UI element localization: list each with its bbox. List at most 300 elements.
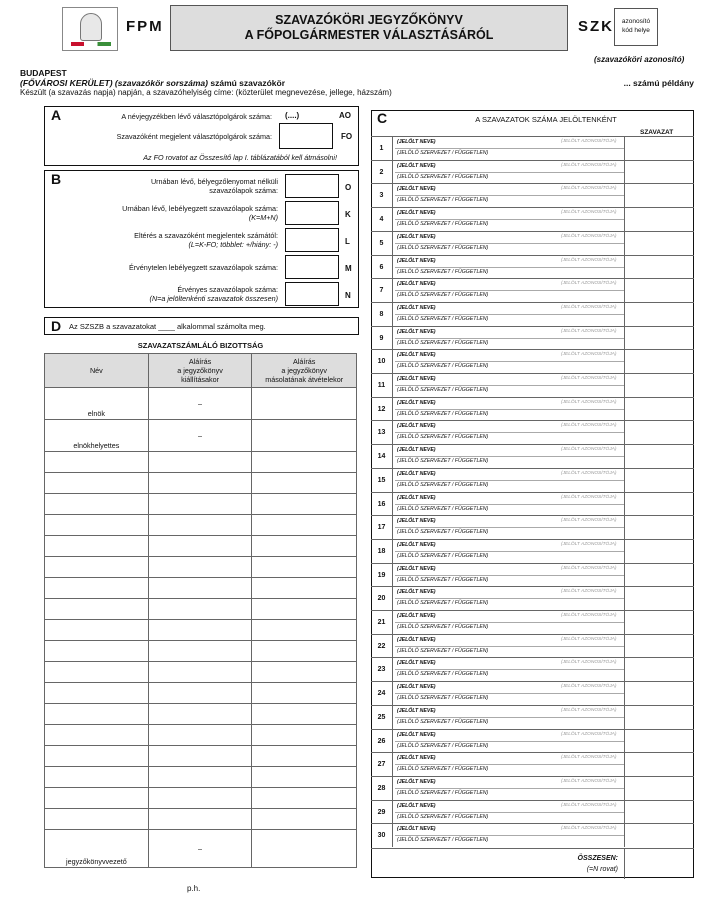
col-name-header: Név bbox=[45, 354, 149, 388]
precinct-suffix: számú szavazókör bbox=[210, 78, 286, 88]
committee-row bbox=[45, 557, 357, 578]
b-row-o-field[interactable] bbox=[285, 174, 339, 198]
signature-cell[interactable] bbox=[148, 767, 252, 788]
candidate-row bbox=[371, 729, 694, 753]
count-rounds-text: Az SZSZB a szavazatokat ____ alkalommal számolta meg. bbox=[69, 322, 266, 331]
nominating-org-label: (JELÖLŐ SZERVEZET / FÜGGETLEN) bbox=[397, 766, 489, 773]
row-divider bbox=[395, 788, 625, 789]
b-row-k-field[interactable] bbox=[285, 201, 339, 225]
code-ao: AO bbox=[339, 111, 351, 120]
candidate-name-label: (JELÖLT NEVE) bbox=[397, 826, 436, 833]
candidate-id-label: (JELÖLT AZONOSÍTÓJA) bbox=[561, 186, 617, 192]
b-row-o-label bbox=[58, 177, 278, 195]
candidate-id-label: (JELÖLT AZONOSÍTÓJA) bbox=[561, 684, 617, 690]
candidate-row bbox=[371, 752, 694, 776]
seal-placeholder: p.h. bbox=[187, 884, 201, 893]
candidate-id-label: (JELÖLT AZONOSÍTÓJA) bbox=[561, 470, 617, 476]
col-sig2-header: Aláírás a jegyzőkönyv másolatának átvételekor bbox=[252, 354, 357, 388]
nominating-org-label: (JELÖLŐ SZERVEZET / FÜGGETLEN) bbox=[397, 458, 489, 465]
nominating-org-label: (JELÖLŐ SZERVEZET / FÜGGETLEN) bbox=[397, 695, 489, 702]
section-d-letter: D bbox=[51, 318, 62, 334]
copy-signature-cell[interactable] bbox=[252, 662, 357, 683]
b-row-k-line2: (K=M+N) bbox=[248, 213, 278, 222]
candidate-id-label: (JELÖLT AZONOSÍTÓJA) bbox=[561, 541, 617, 547]
candidate-number: 15 bbox=[371, 469, 393, 492]
signature-cell[interactable]: – bbox=[148, 830, 252, 868]
votes-cell[interactable] bbox=[624, 445, 694, 468]
votes-cell[interactable] bbox=[624, 587, 694, 610]
document-title bbox=[170, 5, 568, 51]
signature-cell[interactable] bbox=[148, 515, 252, 536]
candidate-row bbox=[371, 231, 694, 255]
committee-name-cell[interactable] bbox=[45, 809, 149, 830]
candidate-name-label: (JELÖLT NEVE) bbox=[397, 281, 436, 288]
copy-signature-cell[interactable] bbox=[252, 452, 357, 473]
candidate-id-label: (JELÖLT AZONOSÍTÓJA) bbox=[561, 518, 617, 524]
candidate-row bbox=[371, 610, 694, 634]
committee-row bbox=[45, 788, 357, 809]
candidate-row bbox=[371, 800, 694, 824]
committee-name-cell[interactable]: jegyzőkönyvvezető bbox=[45, 830, 149, 868]
shield-icon bbox=[80, 13, 102, 41]
candidate-id-label: (JELÖLT AZONOSÍTÓJA) bbox=[561, 233, 617, 239]
candidate-name-label: (JELÖLT NEVE) bbox=[397, 755, 436, 762]
candidate-name-label: (JELÖLT NEVE) bbox=[397, 376, 436, 382]
signature-cell[interactable] bbox=[148, 620, 252, 641]
nominating-org-label: (JELÖLŐ SZERVEZET / FÜGGETLEN) bbox=[397, 292, 489, 299]
candidate-number: 7 bbox=[371, 279, 393, 302]
id-code-caption: (szavazóköri azonosító) bbox=[594, 55, 685, 64]
signature-cell[interactable] bbox=[148, 599, 252, 620]
signature-cell[interactable] bbox=[148, 536, 252, 557]
votes-cell[interactable] bbox=[624, 350, 694, 373]
votes-cell[interactable] bbox=[624, 279, 694, 302]
candidate-number: 8 bbox=[371, 303, 393, 326]
candidate-name-label: (JELÖLT NEVE) bbox=[397, 613, 436, 619]
flag-ribbon-icon bbox=[71, 42, 111, 46]
nominating-org-label: (JELÖLŐ SZERVEZET / FÜGGETLEN) bbox=[397, 742, 489, 749]
nominating-org-label: (JELÖLŐ SZERVEZET / FÜGGETLEN) bbox=[397, 789, 489, 796]
b-row-k-label bbox=[58, 204, 278, 222]
candidate-name-label: (JELÖLT NEVE) bbox=[397, 565, 436, 572]
candidate-name-label: (JELÖLT NEVE) bbox=[397, 470, 436, 477]
signature-cell[interactable] bbox=[148, 683, 252, 704]
committee-table bbox=[44, 353, 357, 868]
row-divider bbox=[395, 338, 625, 339]
copy-signature-cell[interactable] bbox=[252, 473, 357, 494]
candidate-id-label: (JELÖLT AZONOSÍTÓJA) bbox=[561, 755, 617, 761]
candidate-row bbox=[371, 160, 694, 184]
copy-signature-cell[interactable] bbox=[252, 420, 357, 452]
candidate-number: 22 bbox=[371, 635, 393, 658]
copy-signature-cell[interactable] bbox=[252, 578, 357, 599]
made-on-line: Készült (a szavazás napja) napján, a szavazóhelyiség címe: (közterület megnevezése, jellege, házszám) bbox=[20, 88, 392, 97]
b-row-l-line1: Eltérés a szavazóként megjelentek számától: bbox=[134, 231, 278, 240]
candidate-row bbox=[371, 207, 694, 231]
candidate-row bbox=[371, 349, 694, 373]
nominating-org-label: (JELÖLŐ SZERVEZET / FÜGGETLEN) bbox=[397, 173, 489, 180]
committee-name-cell[interactable]: elnökhelyettes bbox=[45, 420, 149, 452]
b-row-l-field[interactable] bbox=[285, 228, 339, 252]
candidate-number: 13 bbox=[371, 421, 393, 444]
candidate-number: 14 bbox=[371, 445, 393, 468]
candidate-id-label: (JELÖLT AZONOSÍTÓJA) bbox=[561, 162, 617, 168]
committee-name-cell[interactable] bbox=[45, 746, 149, 767]
candidate-row bbox=[371, 776, 694, 800]
copy-number-label: ... számú példány bbox=[623, 78, 694, 88]
committee-name-cell[interactable] bbox=[45, 452, 149, 473]
row-divider bbox=[395, 551, 625, 552]
candidate-id-label: (JELÖLT AZONOSÍTÓJA) bbox=[561, 352, 617, 358]
votes-cell[interactable] bbox=[624, 374, 694, 397]
candidate-row bbox=[371, 539, 694, 563]
row-divider bbox=[395, 385, 625, 386]
row-divider bbox=[395, 646, 625, 647]
row-divider bbox=[395, 172, 625, 173]
copy-signature-cell[interactable] bbox=[252, 767, 357, 788]
copy-signature-cell[interactable] bbox=[252, 788, 357, 809]
nominating-org-label: (JELÖLŐ SZERVEZET / FÜGGETLEN) bbox=[397, 315, 489, 322]
committee-name-cell[interactable] bbox=[45, 515, 149, 536]
candidate-number: 16 bbox=[371, 493, 393, 516]
city-label: BUDAPEST bbox=[20, 68, 67, 78]
b-row-n-line1: Érvényes szavazólapok száma: bbox=[177, 285, 278, 294]
candidate-name-label: (JELÖLT NEVE) bbox=[397, 304, 436, 311]
committee-row bbox=[45, 704, 357, 725]
votes-cell[interactable] bbox=[624, 398, 694, 421]
candidate-name-label: (JELÖLT NEVE) bbox=[397, 541, 436, 548]
committee-name-cell[interactable] bbox=[45, 557, 149, 578]
form-code-fpm: FPM bbox=[126, 18, 164, 35]
candidate-id-label: (JELÖLT AZONOSÍTÓJA) bbox=[561, 304, 617, 310]
votes-cell[interactable] bbox=[624, 421, 694, 444]
candidate-name-label: (JELÖLT NEVE) bbox=[397, 707, 436, 714]
candidate-row bbox=[371, 326, 694, 350]
committee-name-cell[interactable] bbox=[45, 494, 149, 515]
code-m: M bbox=[345, 264, 352, 273]
candidate-name-label: (JELÖLT NEVE) bbox=[397, 778, 436, 785]
copy-signature-cell[interactable] bbox=[252, 746, 357, 767]
candidate-number: 1 bbox=[371, 137, 393, 160]
signature-cell[interactable] bbox=[148, 662, 252, 683]
row-divider bbox=[395, 717, 625, 718]
votes-cell[interactable] bbox=[624, 801, 694, 824]
votes-cell[interactable] bbox=[624, 753, 694, 776]
votes-cell[interactable] bbox=[624, 303, 694, 326]
candidate-name-label: (JELÖLT NEVE) bbox=[397, 257, 436, 264]
row-divider bbox=[395, 812, 625, 813]
votes-cell[interactable] bbox=[624, 706, 694, 729]
candidate-number: 4 bbox=[371, 208, 393, 231]
candidate-number: 21 bbox=[371, 611, 393, 634]
appeared-voters-field[interactable] bbox=[279, 123, 333, 149]
committee-name-cell[interactable]: elnök bbox=[45, 388, 149, 420]
b-row-n-field[interactable] bbox=[285, 282, 339, 306]
votes-cell[interactable] bbox=[624, 516, 694, 539]
candidate-id-label: (JELÖLT AZONOSÍTÓJA) bbox=[561, 328, 617, 334]
row-divider bbox=[395, 575, 625, 576]
candidate-number: 23 bbox=[371, 658, 393, 681]
b-row-n-label bbox=[58, 285, 278, 303]
row-divider bbox=[395, 693, 625, 694]
votes-cell[interactable] bbox=[624, 469, 694, 492]
signature-cell[interactable] bbox=[148, 473, 252, 494]
committee-header-row bbox=[45, 354, 357, 388]
committee-name-cell[interactable] bbox=[45, 725, 149, 746]
committee-row bbox=[45, 536, 357, 557]
candidate-id-label: (JELÖLT AZONOSÍTÓJA) bbox=[561, 778, 617, 784]
section-a-letter: A bbox=[51, 107, 62, 123]
candidate-number: 6 bbox=[371, 256, 393, 279]
total-row bbox=[371, 848, 694, 878]
candidate-number: 10 bbox=[371, 350, 393, 373]
candidate-row bbox=[371, 705, 694, 729]
committee-name-cell[interactable] bbox=[45, 662, 149, 683]
copy-signature-cell[interactable] bbox=[252, 494, 357, 515]
signature-cell[interactable] bbox=[148, 494, 252, 515]
nominating-org-label: (JELÖLŐ SZERVEZET / FÜGGETLEN) bbox=[397, 600, 489, 607]
votes-cell[interactable] bbox=[624, 730, 694, 753]
copy-signature-cell[interactable] bbox=[252, 830, 357, 868]
nominating-org-label: (JELÖLŐ SZERVEZET / FÜGGETLEN) bbox=[397, 837, 489, 844]
signature-cell[interactable] bbox=[148, 788, 252, 809]
committee-row bbox=[45, 494, 357, 515]
b-row-o-line2: szavazólapok száma: bbox=[209, 186, 278, 195]
votes-cell[interactable] bbox=[624, 635, 694, 658]
committee-row bbox=[45, 662, 357, 683]
candidate-id-label: (JELÖLT AZONOSÍTÓJA) bbox=[561, 376, 617, 381]
signature-cell[interactable] bbox=[148, 725, 252, 746]
code-n: N bbox=[345, 291, 351, 300]
candidate-name-label: (JELÖLT NEVE) bbox=[397, 233, 436, 240]
signature-cell[interactable] bbox=[148, 452, 252, 473]
committee-name-cell[interactable] bbox=[45, 788, 149, 809]
copy-signature-cell[interactable] bbox=[252, 557, 357, 578]
candidate-row bbox=[371, 183, 694, 207]
b-row-k-line1: Urnában lévő, lebélyegzett szavazólapok száma: bbox=[122, 204, 278, 213]
district-label: (FŐVÁROSI KERÜLET) bbox=[20, 78, 113, 88]
row-divider bbox=[395, 267, 625, 268]
votes-cell[interactable] bbox=[624, 232, 694, 255]
candidate-id-label: (JELÖLT AZONOSÍTÓJA) bbox=[561, 210, 617, 216]
votes-cell[interactable] bbox=[624, 208, 694, 231]
votes-cell[interactable] bbox=[624, 777, 694, 800]
nominating-org-label: (JELÖLŐ SZERVEZET / FÜGGETLEN) bbox=[397, 718, 489, 725]
committee-name-cell[interactable] bbox=[45, 536, 149, 557]
candidate-id-label: (JELÖLT AZONOSÍTÓJA) bbox=[561, 613, 617, 618]
candidate-name-label: (JELÖLT NEVE) bbox=[397, 423, 436, 430]
signature-cell[interactable] bbox=[148, 809, 252, 830]
committee-name-cell[interactable] bbox=[45, 683, 149, 704]
votes-cell[interactable] bbox=[624, 161, 694, 184]
signature-cell[interactable] bbox=[148, 641, 252, 662]
copy-signature-cell[interactable] bbox=[252, 620, 357, 641]
section-a bbox=[44, 106, 359, 166]
votes-column-header: SZAVAZAT bbox=[640, 129, 674, 136]
candidate-id-label: (JELÖLT AZONOSÍTÓJA) bbox=[561, 494, 617, 500]
row-divider bbox=[395, 314, 625, 315]
id-code-label-1: azonosító bbox=[621, 18, 651, 25]
copy-signature-cell[interactable] bbox=[252, 809, 357, 830]
candidate-name-label: (JELÖLT NEVE) bbox=[397, 589, 436, 596]
fo-note: Az FO rovatot az Összesítő lap I. táblázatából kell átmásolni! bbox=[143, 153, 337, 162]
section-d bbox=[44, 317, 359, 335]
committee-name-cell[interactable] bbox=[45, 473, 149, 494]
signature-cell[interactable] bbox=[148, 578, 252, 599]
total-divider bbox=[624, 849, 625, 879]
candidate-name-label: (JELÖLT NEVE) bbox=[397, 162, 436, 169]
votes-cell[interactable] bbox=[624, 682, 694, 705]
copy-signature-cell[interactable] bbox=[252, 725, 357, 746]
nominating-org-label: (JELÖLŐ SZERVEZET / FÜGGETLEN) bbox=[397, 268, 489, 275]
title-line-1: SZAVAZÓKÖRI JEGYZŐKÖNYV bbox=[275, 13, 463, 27]
row-divider bbox=[395, 409, 625, 410]
nominating-org-label: (JELÖLŐ SZERVEZET / FÜGGETLEN) bbox=[397, 813, 489, 820]
candidate-name-label: (JELÖLT NEVE) bbox=[397, 447, 436, 454]
votes-cell[interactable] bbox=[624, 658, 694, 681]
copy-signature-cell[interactable] bbox=[252, 536, 357, 557]
total-label: ÖSSZESEN: bbox=[577, 855, 618, 862]
section-b bbox=[44, 170, 359, 308]
committee-name-cell[interactable] bbox=[45, 641, 149, 662]
b-row-l-label bbox=[58, 231, 278, 249]
row-divider bbox=[395, 480, 625, 481]
copy-signature-cell[interactable] bbox=[252, 599, 357, 620]
section-c-title: A SZAVAZATOK SZÁMA JELÖLTENKÉNT bbox=[475, 115, 617, 124]
b-row-m-field[interactable] bbox=[285, 255, 339, 279]
nominating-org-label: (JELÖLŐ SZERVEZET / FÜGGETLEN) bbox=[397, 552, 489, 559]
candidate-name-label: (JELÖLT NEVE) bbox=[397, 660, 436, 667]
coat-of-arms-logo bbox=[62, 7, 118, 51]
nominating-org-label: (JELÖLŐ SZERVEZET / FÜGGETLEN) bbox=[397, 410, 489, 417]
committee-row bbox=[45, 683, 357, 704]
committee-title: SZAVAZATSZÁMLÁLÓ BIZOTTSÁG bbox=[137, 341, 264, 350]
candidate-id-label: (JELÖLT AZONOSÍTÓJA) bbox=[561, 589, 617, 595]
col-sig1-header: Aláírás a jegyzőkönyv kiállításakor bbox=[148, 354, 252, 388]
district-line bbox=[20, 78, 285, 88]
candidate-id-label: (JELÖLT AZONOSÍTÓJA) bbox=[561, 399, 617, 405]
candidate-row bbox=[371, 373, 694, 397]
votes-cell[interactable] bbox=[624, 256, 694, 279]
nominating-org-label: (JELÖLŐ SZERVEZET / FÜGGETLEN) bbox=[397, 387, 489, 393]
candidate-row bbox=[371, 278, 694, 302]
signature-cell[interactable] bbox=[148, 704, 252, 725]
row-divider bbox=[395, 148, 625, 149]
signature-cell[interactable]: – bbox=[148, 388, 252, 420]
candidate-number: 18 bbox=[371, 540, 393, 563]
candidate-row bbox=[371, 681, 694, 705]
candidate-row bbox=[371, 255, 694, 279]
votes-cell[interactable] bbox=[624, 327, 694, 350]
candidate-number: 28 bbox=[371, 777, 393, 800]
candidate-id-label: (JELÖLT AZONOSÍTÓJA) bbox=[561, 660, 617, 666]
candidate-number: 9 bbox=[371, 327, 393, 350]
candidate-id-label: (JELÖLT AZONOSÍTÓJA) bbox=[561, 707, 617, 713]
votes-cell[interactable] bbox=[624, 493, 694, 516]
committee-row bbox=[45, 388, 357, 420]
candidate-id-label: (JELÖLT AZONOSÍTÓJA) bbox=[561, 636, 617, 642]
candidate-number: 12 bbox=[371, 398, 393, 421]
committee-row bbox=[45, 641, 357, 662]
b-row-l-line2: (L=K-FO; többlet: +/hiány: -) bbox=[188, 240, 278, 249]
candidate-name-label: (JELÖLT NEVE) bbox=[397, 802, 436, 809]
committee-row bbox=[45, 599, 357, 620]
votes-cell[interactable] bbox=[624, 137, 694, 160]
code-l: L bbox=[345, 237, 350, 246]
votes-cell[interactable] bbox=[624, 611, 694, 634]
nominating-org-label: (JELÖLŐ SZERVEZET / FÜGGETLEN) bbox=[397, 481, 489, 488]
votes-cell[interactable] bbox=[624, 540, 694, 563]
nominating-org-label: (JELÖLŐ SZERVEZET / FÜGGETLEN) bbox=[397, 221, 489, 228]
copy-signature-cell[interactable] bbox=[252, 641, 357, 662]
committee-row bbox=[45, 578, 357, 599]
nominating-org-label: (JELÖLŐ SZERVEZET / FÜGGETLEN) bbox=[397, 671, 489, 678]
copy-signature-cell[interactable] bbox=[252, 515, 357, 536]
candidate-row bbox=[371, 420, 694, 444]
nominating-org-label: (JELÖLŐ SZERVEZET / FÜGGETLEN) bbox=[397, 624, 489, 630]
nominating-org-label: (JELÖLŐ SZERVEZET / FÜGGETLEN) bbox=[397, 197, 489, 204]
signature-cell[interactable]: – bbox=[148, 420, 252, 452]
candidate-number: 30 bbox=[371, 824, 393, 847]
committee-name-cell[interactable] bbox=[45, 578, 149, 599]
precinct-number-label: (szavazókör sorszáma) bbox=[112, 78, 211, 88]
nominating-org-label: (JELÖLŐ SZERVEZET / FÜGGETLEN) bbox=[397, 505, 489, 512]
committee-name-cell[interactable] bbox=[45, 704, 149, 725]
candidate-name-label: (JELÖLT NEVE) bbox=[397, 518, 436, 525]
id-code-box[interactable] bbox=[614, 8, 658, 46]
candidate-name-label: (JELÖLT NEVE) bbox=[397, 186, 436, 193]
committee-row bbox=[45, 515, 357, 536]
committee-row bbox=[45, 420, 357, 452]
candidate-id-label: (JELÖLT AZONOSÍTÓJA) bbox=[561, 447, 617, 453]
committee-row bbox=[45, 809, 357, 830]
committee-name-cell[interactable] bbox=[45, 599, 149, 620]
votes-cell[interactable] bbox=[624, 184, 694, 207]
candidate-row bbox=[371, 823, 694, 847]
committee-name-cell[interactable] bbox=[45, 767, 149, 788]
b-row-n-line2: (N=a jelöltenkénti szavazatok összesen) bbox=[149, 294, 278, 303]
candidate-name-label: (JELÖLT NEVE) bbox=[397, 352, 436, 359]
form-code-szk: SZK bbox=[578, 18, 614, 35]
candidate-name-label: (JELÖLT NEVE) bbox=[397, 731, 436, 738]
section-c-letter: C bbox=[377, 110, 388, 126]
nominating-org-label: (JELÖLŐ SZERVEZET / FÜGGETLEN) bbox=[397, 647, 489, 654]
committee-name-cell[interactable] bbox=[45, 620, 149, 641]
b-row-o-line1: Urnában lévő, bélyegzőlenyomat nélküli bbox=[150, 177, 278, 186]
row-divider bbox=[395, 741, 625, 742]
appeared-voters-label: Szavazóként megjelent választópolgárok száma: bbox=[116, 132, 272, 141]
nominating-org-label: (JELÖLŐ SZERVEZET / FÜGGETLEN) bbox=[397, 244, 489, 251]
votes-cell[interactable] bbox=[624, 824, 694, 847]
code-fo: FO bbox=[341, 132, 353, 141]
candidate-number: 29 bbox=[371, 801, 393, 824]
copy-signature-cell[interactable] bbox=[252, 704, 357, 725]
nominating-org-label: (JELÖLŐ SZERVEZET / FÜGGETLEN) bbox=[397, 363, 489, 370]
votes-cell[interactable] bbox=[624, 564, 694, 587]
candidate-name-label: (JELÖLT NEVE) bbox=[397, 139, 436, 145]
committee-row bbox=[45, 725, 357, 746]
committee-row bbox=[45, 452, 357, 473]
copy-signature-cell[interactable] bbox=[252, 683, 357, 704]
signature-cell[interactable] bbox=[148, 746, 252, 767]
copy-signature-cell[interactable] bbox=[252, 388, 357, 420]
candidate-name-label: (JELÖLT NEVE) bbox=[397, 494, 436, 501]
signature-cell[interactable] bbox=[148, 557, 252, 578]
candidate-name-label: (JELÖLT NEVE) bbox=[397, 328, 436, 335]
candidate-row bbox=[371, 492, 694, 516]
registered-voters-value: (....) bbox=[285, 111, 300, 120]
code-k: K bbox=[345, 210, 351, 219]
